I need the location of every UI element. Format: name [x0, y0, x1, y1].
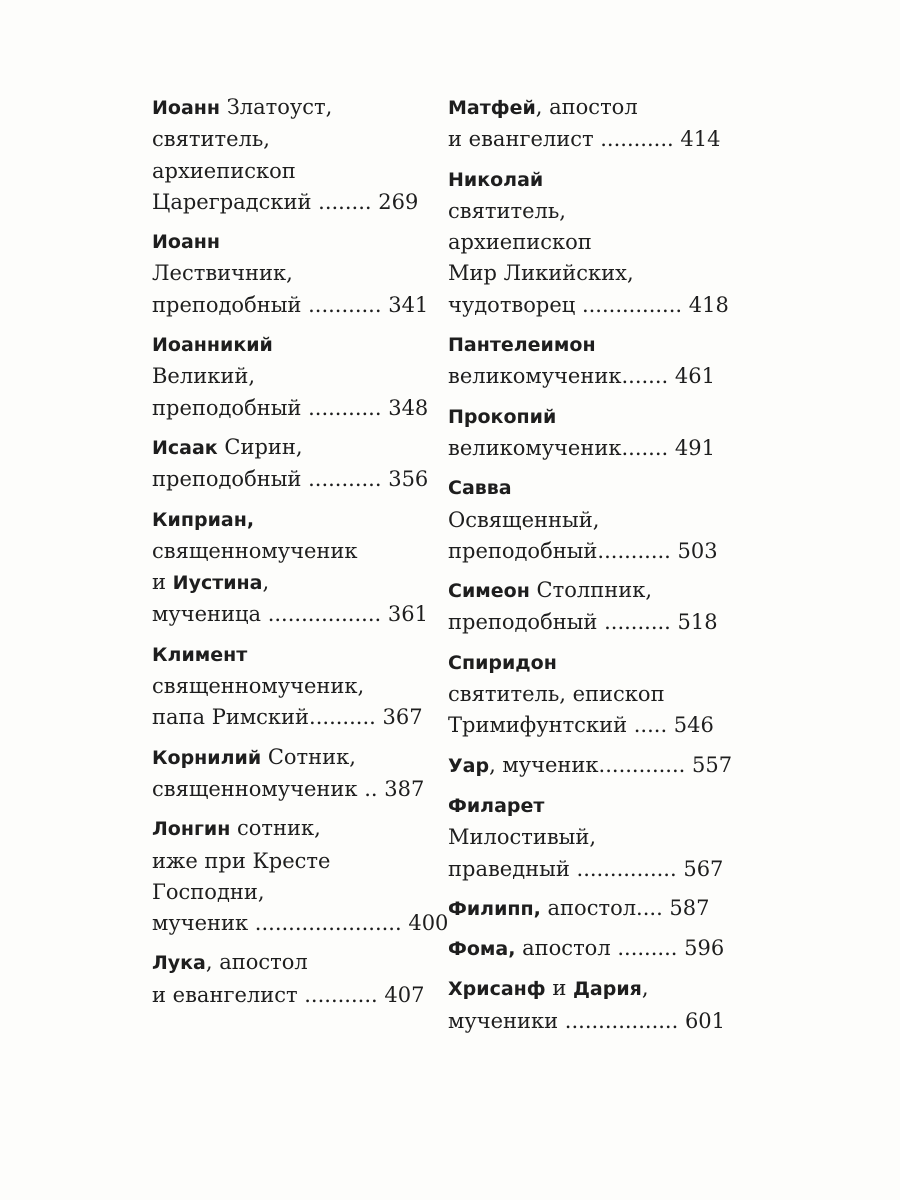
index-entry [448, 893, 710, 925]
index-entry [448, 750, 733, 782]
index-entry-line: Иоанн Златоуст, [152, 95, 333, 119]
index-entry-line: Филарет [448, 794, 545, 817]
index-entry-line: Спиридон [448, 651, 557, 674]
index-entry-line: Николай [448, 168, 544, 191]
index-entry-line: священномученик .. 387 [152, 776, 425, 801]
index-entry [152, 432, 429, 496]
index-entry-line: Матфей, апостол [448, 95, 638, 119]
index-entry [448, 92, 721, 156]
index-entry-line: преподобный........... 503 [448, 538, 718, 563]
index-entry-line: архиепископ [152, 158, 296, 183]
index-entry-line: Цареградский ........ 269 [152, 189, 419, 214]
index-entry-line: преподобный ........... 356 [152, 467, 429, 492]
index-entry-line: Уар, мученик............. 557 [448, 752, 733, 777]
index-entry-line: Корнилий Сотник, [152, 744, 356, 769]
index-entry [152, 813, 449, 939]
index-entry-line: Милостивый, [448, 825, 597, 850]
index-entry-line: архиепископ [448, 230, 592, 255]
index-entry [448, 647, 714, 742]
index-entry [448, 790, 724, 885]
index-entry-line: святитель, епископ [448, 682, 665, 707]
index-entry-line: папа Римский.......... 367 [152, 705, 423, 730]
index-entry-line: Фома, апостол ......... 596 [448, 936, 725, 961]
index-entry-line: и евангелист ........... 407 [152, 982, 425, 1007]
index-entry-line: преподобный ........... 348 [152, 395, 429, 420]
index-entry [448, 401, 715, 465]
index-entry-line: Иоанн [152, 231, 221, 254]
index-entry [152, 947, 425, 1011]
index-entry-line: чудотворец ............... 418 [448, 292, 729, 317]
index-entry-line: иже при Кресте [152, 848, 331, 873]
index-entry-line: преподобный ........... 341 [152, 292, 429, 317]
index-entry [448, 472, 718, 567]
index-entry-line: и евангелист ........... 414 [448, 127, 721, 152]
index-entry-line: Господни, [152, 879, 265, 904]
index-entry-line: Киприан, [152, 508, 255, 531]
index-entry-line: Лествичник, [152, 261, 293, 286]
index-entry-line: Хрисанф и Дария, [448, 976, 649, 1001]
index-entry-line: Савва [448, 477, 512, 500]
index-column-right [448, 92, 733, 1045]
index-entry [448, 973, 726, 1037]
index-entry-line: Освященный, [448, 507, 600, 532]
index-entry [448, 329, 715, 393]
index-entry-line: священномученик [152, 538, 358, 563]
index-entry-line: Тримифунтский ..... 546 [448, 713, 714, 738]
index-entry-line: Симеон Столпник, [448, 578, 652, 603]
index-entry-line: святитель, [448, 198, 566, 223]
index-entry [448, 575, 718, 639]
index-entry-line: Иоанникий [152, 334, 273, 357]
index-entry-line: великомученик....... 491 [448, 435, 715, 460]
index-entry-line: мученик ...................... 400 [152, 911, 449, 936]
index-entry-line: преподобный .......... 518 [448, 610, 718, 635]
index-entry [152, 742, 425, 806]
index-entry-line: Филипп, апостол.... 587 [448, 895, 710, 920]
index-entry-line: мученики ................. 601 [448, 1008, 726, 1033]
index-entry-line: священномученик, [152, 674, 365, 699]
index-entry-line: Лонгин сотник, [152, 816, 321, 841]
index-entry [152, 226, 429, 321]
index-entry [152, 92, 419, 218]
index-entry-line: Климент [152, 643, 248, 666]
index-entry [152, 504, 428, 631]
index-entry-line: Мир Ликийских, [448, 261, 634, 286]
index-entry-line: великомученик....... 461 [448, 364, 715, 389]
index-entry [152, 639, 423, 734]
index-entry [448, 164, 729, 321]
index-column-left [152, 92, 449, 1019]
index-entry-line: мученица ................. 361 [152, 602, 428, 627]
index-entry-line: Лука, апостол [152, 950, 308, 975]
index-entry-line: Прокопий [448, 405, 557, 428]
index-entry-line: и Иустина, [152, 570, 270, 595]
index-entry-line: Великий, [152, 364, 255, 389]
index-entry-line: праведный ............... 567 [448, 856, 724, 881]
index-entry-line: Пантелеимон [448, 334, 596, 357]
index-entry-line: Исаак Сирин, [152, 434, 303, 459]
index-entry [152, 329, 429, 424]
index-entry [448, 933, 725, 965]
index-entry-line: святитель, [152, 127, 270, 152]
